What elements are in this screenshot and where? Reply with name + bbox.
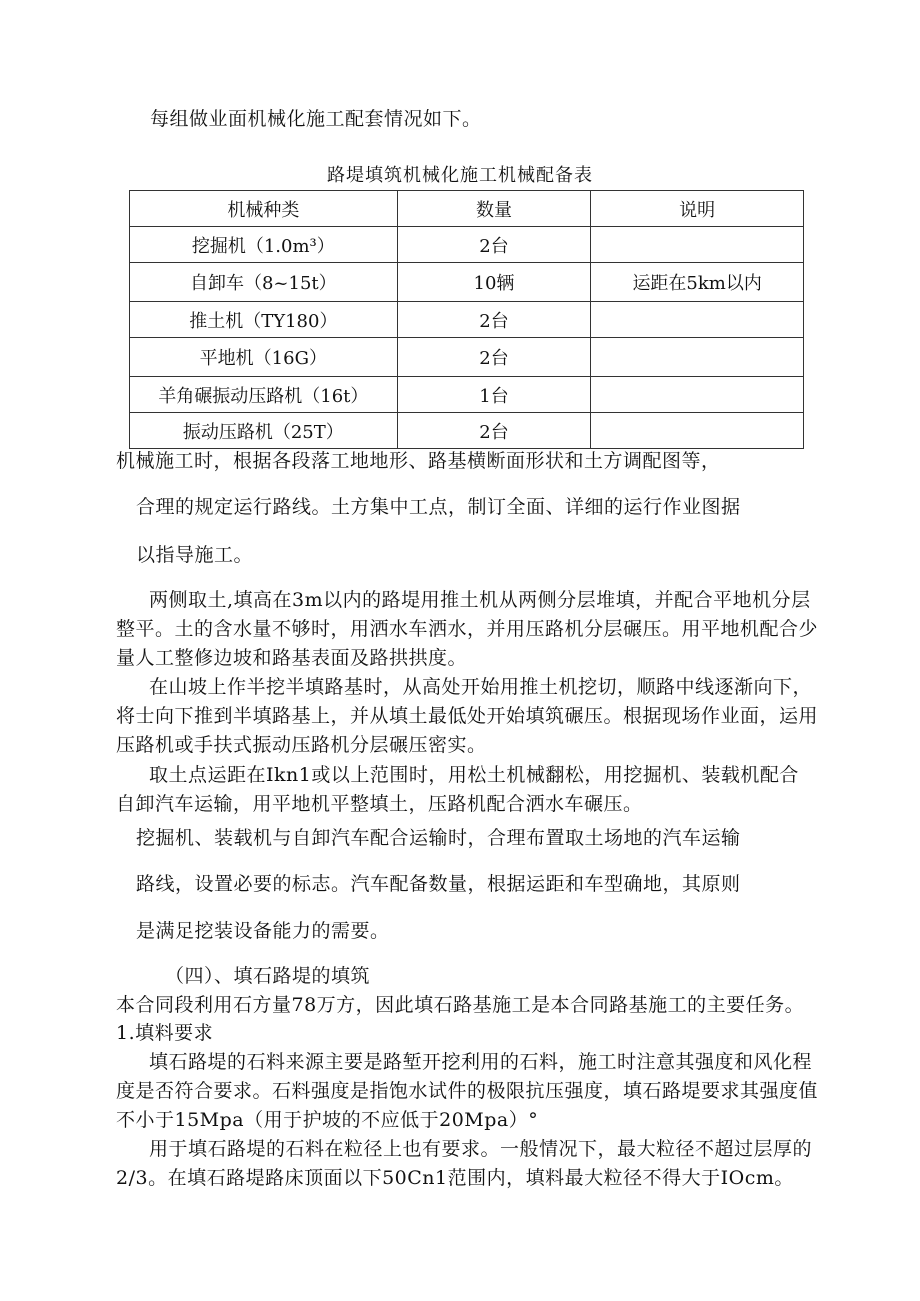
table-header-row	[130, 191, 804, 227]
cell-quantity: 2台	[397, 302, 591, 338]
sub-heading: 1.填料要求	[116, 1022, 214, 1044]
cell-note	[591, 377, 804, 413]
paragraph-line: 取土点运距在Ikn1或以上范围时，用松土机械翻松，用挖掘机、装载机配合	[149, 764, 799, 786]
paragraph-line: 本合同段利用石方量78万方，因此填石路基施工是本合同路基施工的主要任务。	[116, 994, 805, 1016]
paragraph-line: 整平。土的含水量不够时，用洒水车洒水，并用压路机分层碾压。用平地机配合少	[116, 618, 819, 640]
paragraph-line: 2/3。在填石路堤路床顶面以下50Cn1范围内，填料最大粒径不得大于IOcm。	[116, 1167, 794, 1189]
cell-type: 推土机（TY180）	[130, 302, 398, 338]
paragraph-line: 机械施工时，根据各段落工地地形、路基横断面形状和土方调配图等，	[116, 450, 721, 472]
cell-quantity: 2台	[397, 413, 591, 449]
paragraph-line: 压路机或手扶式振动压路机分层碾压密实。	[116, 734, 487, 756]
paragraph-line: 两侧取土,填高在3m以内的路堤用推土机从两侧分层堆填，并配合平地机分层	[149, 589, 811, 611]
paragraph-line: 度是否符合要求。石料强度是指饱水试件的极限抗压强度，填石路堤要求其强度值	[116, 1080, 819, 1102]
cell-type: 羊角碾振动压路机（16t）	[130, 377, 398, 413]
paragraph-line: 是满足挖装设备能力的需要。	[136, 920, 390, 942]
cell-quantity: 2台	[397, 338, 591, 377]
table-row	[130, 227, 804, 263]
table-row	[130, 377, 804, 413]
cell-type: 平地机（16G）	[130, 338, 398, 377]
paragraph-line: 不小于15Mpa（用于护坡的不应低于20Mpa）°	[116, 1109, 539, 1131]
paragraph-line: 自卸汽车运输，用平地机平整填土，压路机配合洒水车碾压。	[116, 793, 643, 815]
table-title: 路堤填筑机械化施工机械配备表	[327, 165, 593, 186]
paragraph-line: 将士向下推到半填路基上，并从填土最低处开始填筑碾压。根据现场作业面，运用	[116, 705, 819, 727]
table-row	[130, 302, 804, 338]
paragraph-line: 在山坡上作半挖半填路基时，从高处开始用推土机挖切，顺路中线逐渐向下，	[149, 676, 813, 698]
cell-quantity: 10辆	[397, 263, 591, 302]
header-quantity: 数量	[397, 191, 591, 227]
cell-quantity: 1台	[397, 377, 591, 413]
paragraph-line: 填石路堤的石料来源主要是路堑开挖利用的石料，施工时注意其强度和风化程	[149, 1051, 813, 1073]
paragraph-line: 合理的规定运行路线。土方集中工点，制订全面、详细的运行作业图据	[136, 496, 741, 518]
table-row	[130, 263, 804, 302]
paragraph-line: 挖掘机、装载机与自卸汽车配合运输时，合理布置取土场地的汽车运输	[136, 827, 741, 849]
paragraph-line: 路线，设置必要的标志。汽车配备数量，根据运距和车型确地，其原则	[136, 873, 741, 895]
cell-type: 振动压路机（25T）	[130, 413, 398, 449]
section-heading: （四）、填石路堤的填筑	[165, 965, 371, 987]
header-note: 说明	[591, 191, 804, 227]
cell-type: 自卸车（8~15t）	[130, 263, 398, 302]
paragraph-line: 用于填石路堤的石料在粒径上也有要求。一般情况下，最大粒径不超过层厚的	[149, 1138, 813, 1160]
table-row	[130, 338, 804, 377]
intro-text: 每组做业面机械化施工配套情况如下。	[150, 108, 482, 130]
cell-quantity: 2台	[397, 227, 591, 263]
machinery-table	[129, 190, 804, 449]
header-type: 机械种类	[130, 191, 398, 227]
cell-note: 运距在5km以内	[591, 263, 804, 302]
table-row	[130, 413, 804, 449]
cell-note	[591, 302, 804, 338]
cell-note	[591, 413, 804, 449]
cell-type: 挖掘机（1.0m³）	[130, 227, 398, 263]
cell-note	[591, 338, 804, 377]
paragraph-line: 以指导施工。	[136, 544, 254, 566]
cell-note	[591, 227, 804, 263]
paragraph-line: 量人工整修边坡和路基表面及路拱拱度。	[116, 647, 468, 669]
